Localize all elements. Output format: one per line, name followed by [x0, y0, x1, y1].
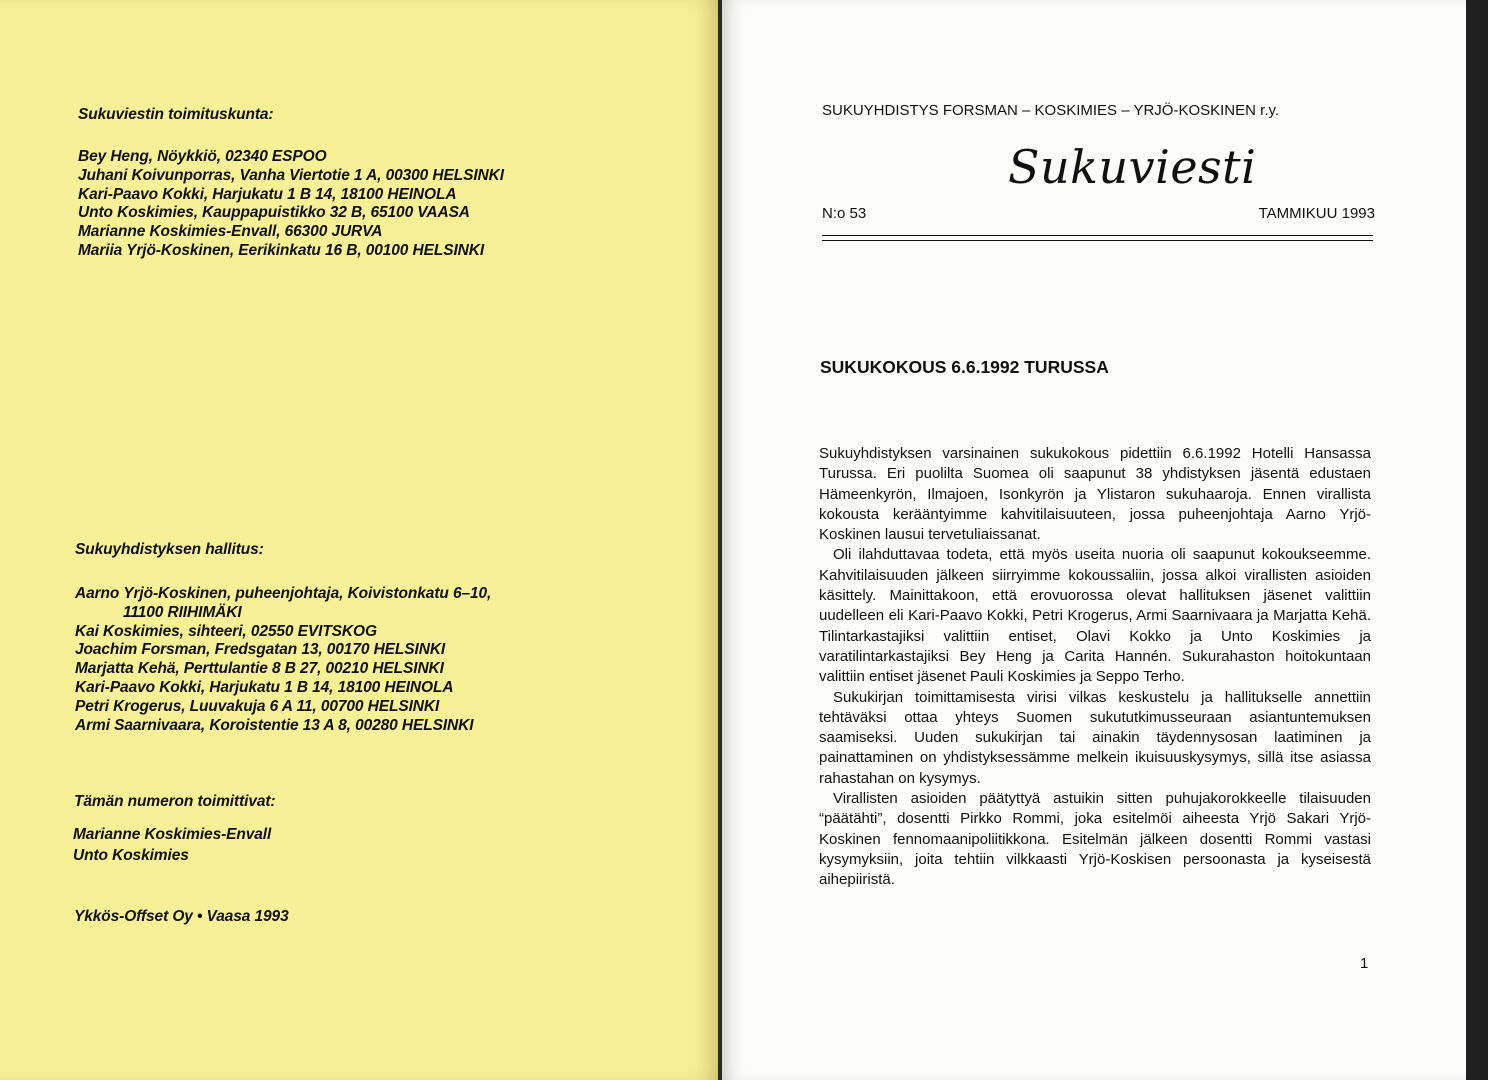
- newsletter-logo: Sukuviesti: [1008, 140, 1257, 194]
- editors-heading: Tämän numeron toimittivat:: [74, 793, 276, 810]
- editorial-member: Bey Heng, Nöykkiö, 02340 ESPOO: [78, 148, 327, 165]
- board-members: [75, 585, 491, 735]
- paragraph: Sukukirjan toimittamisesta virisi vilkas keskustelu ja hallitukselle annettiin tehtäväksi ottaa yhteys Suomen sukututkimusseuraan asiantuntemuksen saamiseksi. Uuden sukukirjan tai ainakin täydennysosan laatiminen ja painattaminen on yhdistyksessämme melkein ikuisuuskysymys, sillä itse asiassa rahastahan on kysymys.: [819, 688, 1371, 787]
- paragraph: Oli ilahduttavaa todeta, että myös useita nuoria oli saapunut kokoukseemme. Kahvitilaisuuden jälkeen siirryimme kokoussaliin, jossa alkoi virallisten asioiden käsittely. Mainittakoon, että erovuorossa olevat hallituksen jäsenet valittiin uudelleen eli Kari-Paavo Kokki, Petri Krogerus, Armi Saarnivaara ja Marjatta Kehä. Tilintarkastajiksi valittiin entiset, Olavi Kokko ja Unto Koskimies ja varatilintarkastajiksi Bey Heng ja Carita Hannén. Sukurahaston hoitokuntaan valittiin entiset jäsenet Pauli Koskimies ja Seppo Terho.: [819, 546, 1371, 686]
- board-member: Kai Koskimies, sihteeri, 02550 EVITSKOG: [75, 622, 377, 640]
- editor: Marianne Koskimies-Envall: [73, 826, 272, 843]
- editorial-member: Juhani Koivunporras, Vanha Viertotie 1 A, 00300 HELSINKI: [78, 166, 504, 184]
- board-member-cont: 11100 RIIHIMÄKI: [123, 603, 242, 621]
- page-number: 1: [1360, 955, 1369, 972]
- editorial-member: Mariia Yrjö-Koskinen, Eerikinkatu 16 B, 00100 HELSINKI: [78, 241, 485, 259]
- printer: Ykkös-Offset Oy • Vaasa 1993: [74, 908, 289, 925]
- scan-edge: [1466, 0, 1488, 1080]
- issue-number: N:o 53: [822, 205, 867, 222]
- board-member: Petri Krogerus, Luuvakuja 6 A 11, 00700 HELSINKI: [75, 697, 440, 715]
- board-member: Aarno Yrjö-Koskinen, puheenjohtaja, Koivistonkatu 6–10,: [75, 585, 492, 602]
- board-member: Armi Saarnivaara, Koroistentie 13 A 8, 00280 HELSINKI: [75, 716, 474, 734]
- left-page: [0, 0, 718, 1080]
- issue-date: TAMMIKUU 1993: [1258, 205, 1375, 222]
- editors: [73, 824, 271, 866]
- editorial-member: Kari-Paavo Kokki, Harjukatu 1 B 14, 18100 HEINOLA: [78, 185, 457, 203]
- article-title: SUKUKOKOUS 6.6.1992 TURUSSA: [820, 357, 1109, 377]
- editorial-member: Marianne Koskimies-Envall, 66300 JURVA: [78, 223, 383, 241]
- article-body: [819, 444, 1371, 891]
- editorial-members: [78, 148, 504, 261]
- board-member: Kari-Paavo Kokki, Harjukatu 1 B 14, 18100 HEINOLA: [75, 678, 454, 696]
- board-member: Marjatta Kehä, Perttulantie 8 B 27, 00210 HELSINKI: [75, 660, 444, 678]
- board-heading: Sukuyhdistyksen hallitus:: [75, 541, 264, 558]
- board-member: Joachim Forsman, Fredsgatan 13, 00170 HELSINKI: [75, 641, 446, 659]
- paragraph: Virallisten asioiden päätyttyä astuikin sitten puhujakorokkeelle tilaisuuden “päätähti”, dosentti Pirkko Rommi, joka esitelmöi aiheesta Yrjö Sakari Yrjö-Koskinen fennomaanipoliitikkona. Esitelmän jälkeen dosentti Rommi vastasi kysymyksiin, joita tehtiin vilkkaasti Yrjö-Koskisen persoonasta ja kyseisestä aihepiiristä.: [819, 790, 1371, 889]
- header-rule: [822, 235, 1373, 236]
- association-header: SUKUYHDISTYS FORSMAN – KOSKIMIES – YRJÖ-KOSKINEN r.y.: [822, 102, 1280, 119]
- editor: Unto Koskimies: [73, 847, 189, 864]
- header-rule: [822, 240, 1373, 241]
- paragraph: Sukuyhdistyksen varsinainen sukukokous pidettiin 6.6.1992 Hotelli Hansassa Turussa. Eri puolilta Suomea oli saapunut 38 yhdistyksen jäsentä edustaen Hämeenkyrön, Ilmajoen, Isonkyrön ja Ylistaron sukuhaaroja. Ennen virallista kokousta kerääntyimme kahvitilaisuuteen, jossa puheenjohtaja Aarno Yrjö-Koskinen lausui tervetuliaissanat.: [819, 445, 1371, 544]
- editorial-heading: Sukuviestin toimituskunta:: [78, 106, 274, 123]
- editorial-member: Unto Koskimies, Kauppapuistikko 32 B, 65100 VAASA: [78, 204, 470, 222]
